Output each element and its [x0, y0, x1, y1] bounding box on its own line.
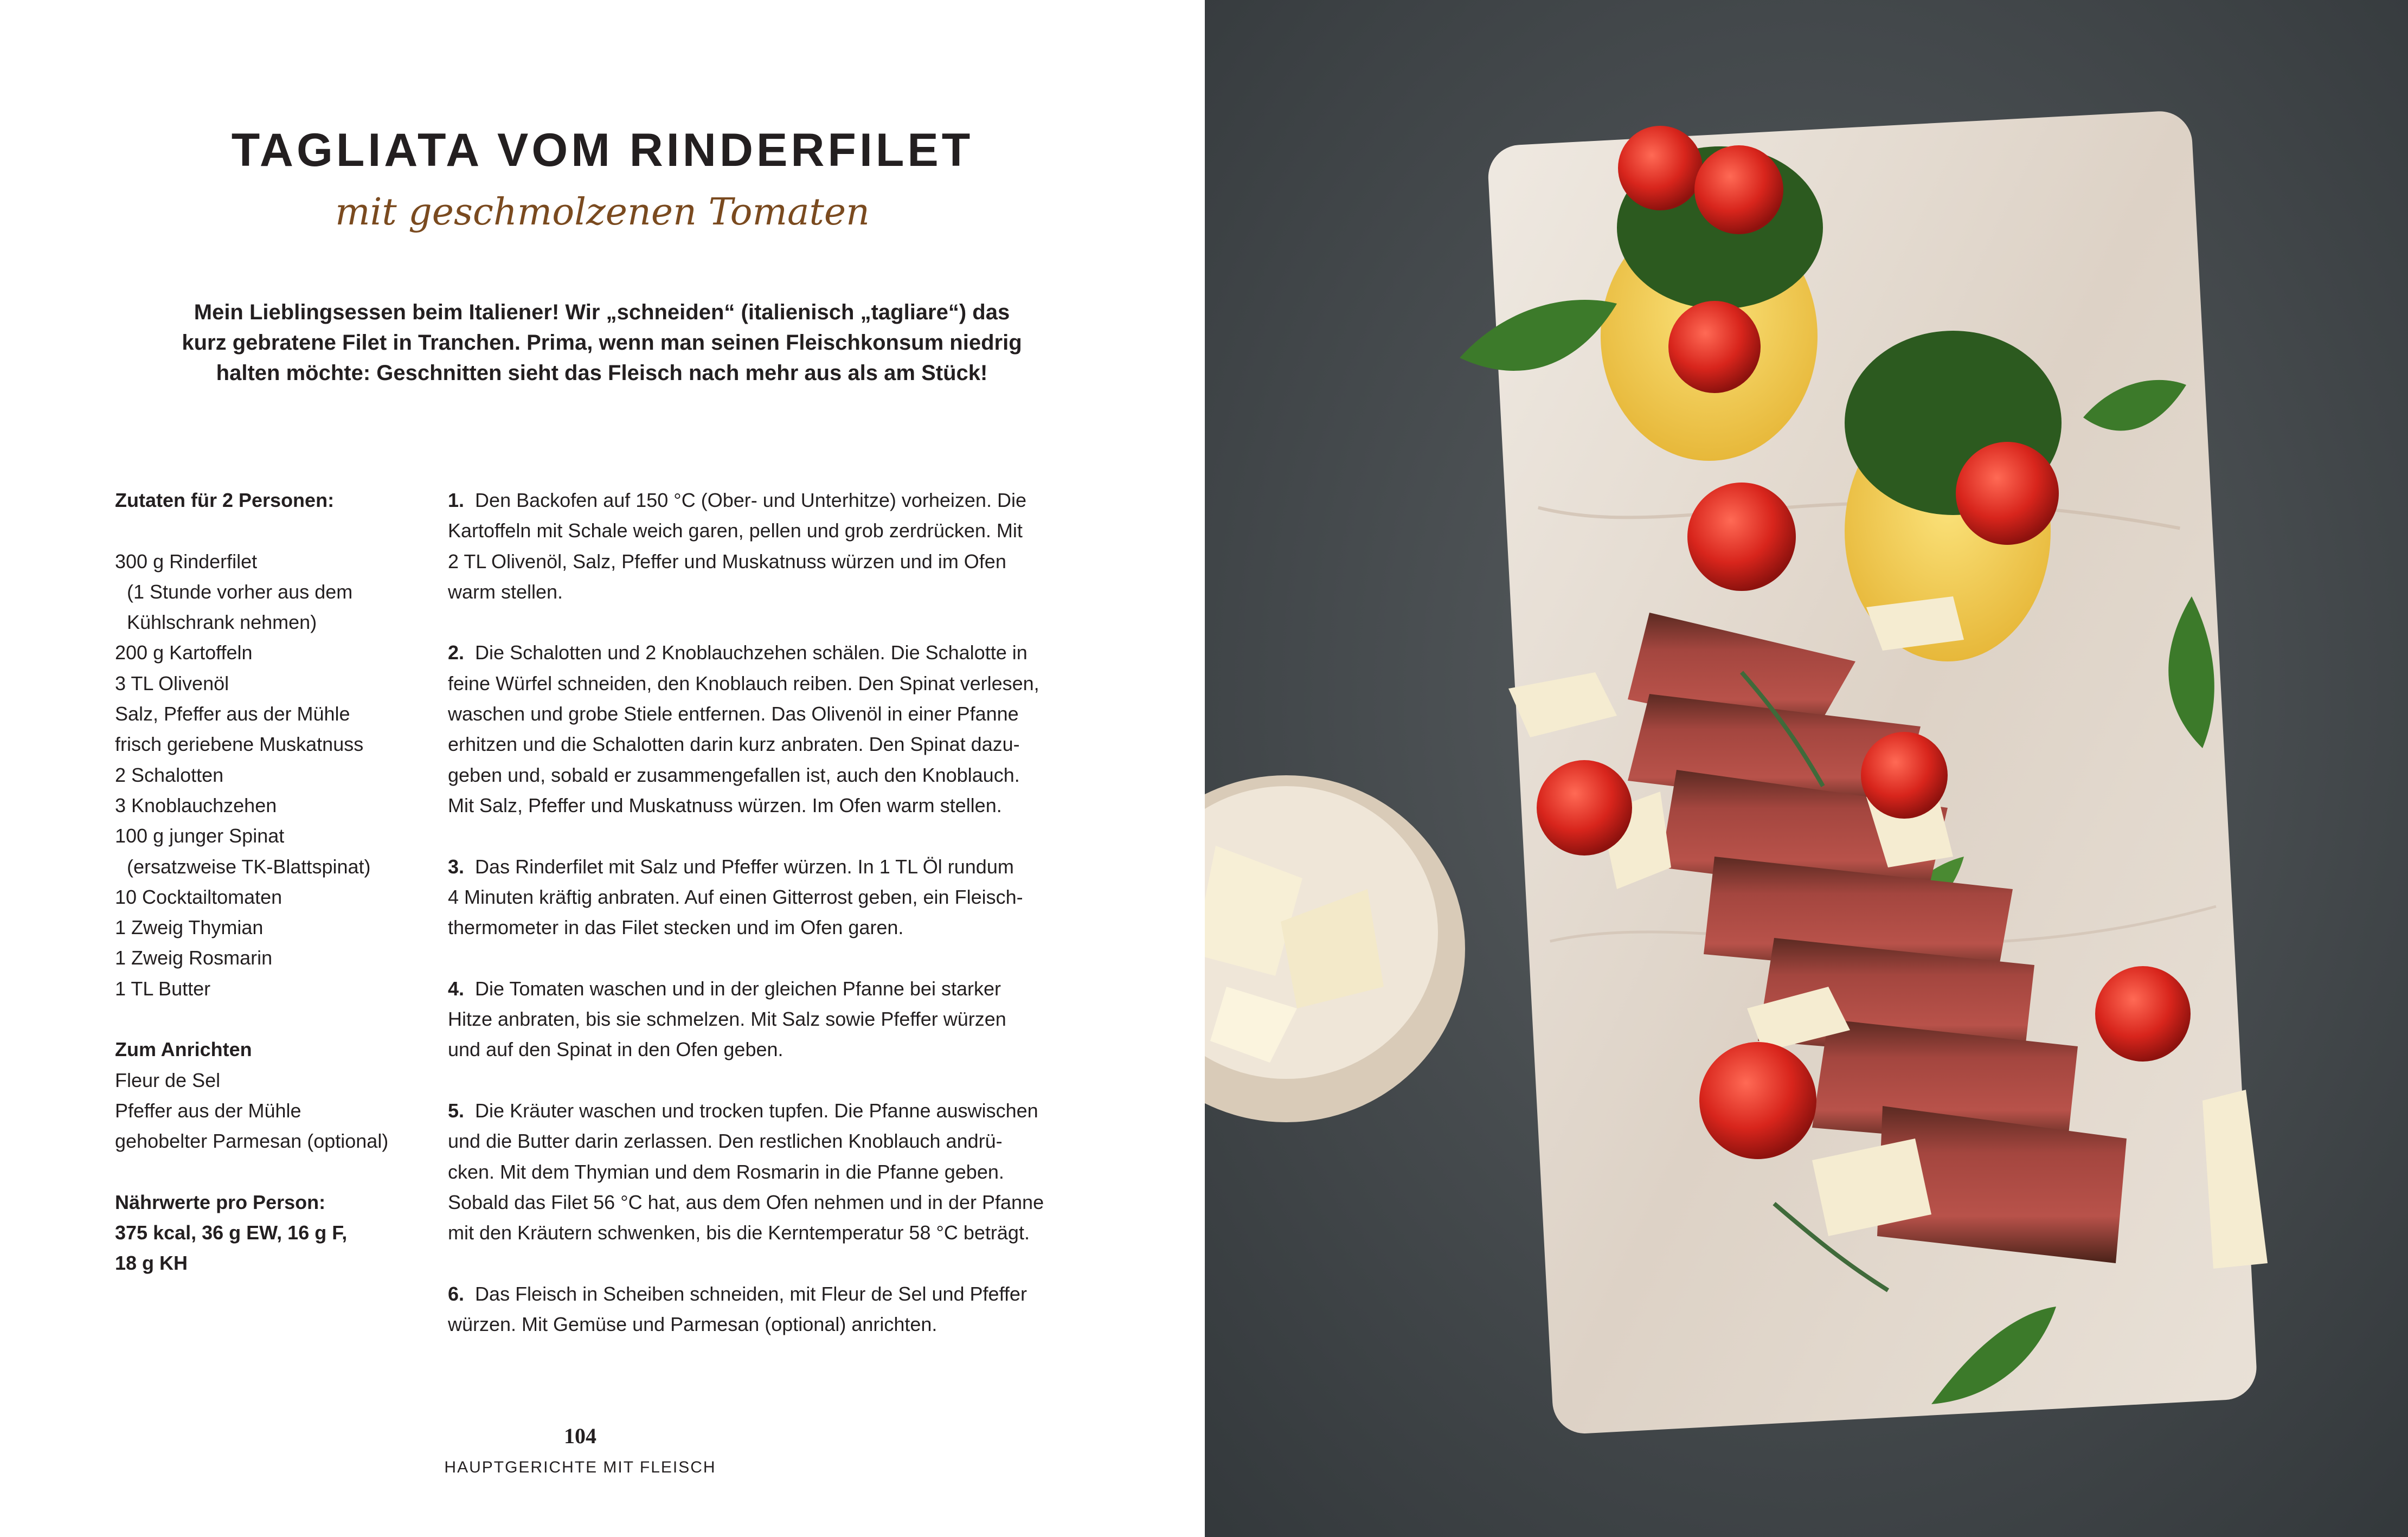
intro-line: halten möchte: Geschnitten sieht das Fleisch nach mehr aus als am Stück! — [216, 361, 988, 385]
step-2 — [448, 638, 1088, 821]
ingredient-item: 300 g Rinderfilet — [115, 550, 258, 573]
step-6 — [448, 1279, 1088, 1340]
intro-line: Mein Lieblingsessen beim Italiener! Wir „schneiden“ (italienisch „tagliare“) das — [194, 300, 1010, 324]
ingredient-item: 3 TL Olivenöl — [115, 672, 229, 694]
step-text: würzen. Mit Gemüse und Parmesan (optional) anrichten. — [448, 1313, 937, 1336]
ingredient-item: 200 g Kartoffeln — [115, 641, 253, 664]
step-4 — [448, 974, 1088, 1065]
step-number: 5. — [448, 1099, 465, 1122]
step-text: Die Tomaten waschen und in der gleichen Pfanne bei starker — [475, 977, 1001, 1000]
serving-item: Pfeffer aus der Mühle — [115, 1099, 301, 1122]
step-number: 1. — [448, 489, 465, 511]
step-text: und die Butter darin zerlassen. Den restlichen Knoblauch andrü- — [448, 1130, 1003, 1153]
step-number: 4. — [448, 977, 465, 1000]
ingredient-item: 1 Zweig Rosmarin — [115, 947, 273, 969]
step-text: mit den Kräutern schwenken, bis die Kerntemperatur 58 °C beträgt. — [448, 1221, 1030, 1244]
serving-item: Fleur de Sel — [115, 1069, 221, 1091]
step-text: feine Würfel schneiden, den Knoblauch reiben. Den Spinat verlesen, — [448, 672, 1039, 694]
step-text: und auf den Spinat in den Ofen geben. — [448, 1038, 784, 1061]
ingredient-item: 3 Knoblauchzehen — [115, 794, 277, 816]
step-text: 2 TL Olivenöl, Salz, Pfeffer und Muskatnuss würzen und im Ofen — [448, 550, 1006, 573]
recipe-intro — [163, 297, 1041, 388]
step-text: Mit Salz, Pfeffer und Muskatnuss würzen. Im Ofen warm stellen. — [448, 794, 1002, 816]
step-text: warm stellen. — [448, 580, 563, 603]
ingredient-item: 10 Cocktailtomaten — [115, 885, 282, 908]
ingredients-heading: Zutaten für 2 Personen: — [115, 489, 335, 511]
step-text: Das Rinderfilet mit Salz und Pfeffer würzen. In 1 TL Öl rundum — [475, 855, 1014, 878]
ingredient-item: Salz, Pfeffer aus der Mühle — [115, 703, 350, 725]
ingredient-item: 2 Schalotten — [115, 763, 224, 786]
step-text: geben und, sobald er zusammengefallen ist, auch den Knoblauch. — [448, 763, 1020, 786]
step-text: cken. Mit dem Thymian und dem Rosmarin in die Pfanne geben. — [448, 1160, 1004, 1183]
ingredient-item: 100 g junger Spinat — [115, 825, 285, 847]
step-text: thermometer in das Filet stecken und im Ofen garen. — [448, 916, 904, 939]
recipe-title: TAGLIATA VOM RINDERFILET — [231, 124, 974, 176]
serving-heading: Zum Anrichten — [115, 1038, 252, 1061]
nutrition-heading: Nährwerte pro Person: — [115, 1191, 326, 1213]
step-1 — [448, 485, 1088, 607]
section-label: HAUPTGERICHTE MIT FLEISCH — [444, 1458, 716, 1476]
serving-item: gehobelter Parmesan (optional) — [115, 1130, 389, 1153]
step-text: Kartoffeln mit Schale weich garen, pellen und grob zerdrücken. Mit — [448, 519, 1023, 542]
step-text: Die Kräuter waschen und trocken tupfen. Die Pfanne auswischen — [475, 1099, 1038, 1122]
step-text: Den Backofen auf 150 °C (Ober- und Unterhitze) vorheizen. Die — [475, 489, 1026, 511]
ingredient-item: 1 Zweig Thymian — [115, 916, 264, 939]
step-number: 2. — [448, 641, 465, 664]
step-text: Sobald das Filet 56 °C hat, aus dem Ofen nehmen und in der Pfanne — [448, 1191, 1044, 1213]
page-number: 104 — [564, 1424, 596, 1448]
recipe-subtitle: mit geschmolzenen Tomaten — [335, 191, 870, 234]
ingredient-note: Kühlschrank nehmen) — [127, 611, 317, 634]
preparation-steps — [448, 485, 1088, 1371]
step-text: Hitze anbraten, bis sie schmelzen. Mit Salz sowie Pfeffer würzen — [448, 1008, 1006, 1031]
step-text: erhitzen und die Schalotten darin kurz anbraten. Den Spinat dazu- — [448, 733, 1020, 756]
ingredients-list — [115, 485, 419, 1279]
ingredient-item: 1 TL Butter — [115, 977, 211, 1000]
step-text: Das Fleisch in Scheiben schneiden, mit Fleur de Sel und Pfeffer — [475, 1282, 1027, 1305]
step-3 — [448, 852, 1088, 943]
ingredient-note: (ersatzweise TK-Blattspinat) — [127, 855, 371, 878]
step-5 — [448, 1096, 1088, 1248]
step-text: waschen und grobe Stiele entfernen. Das Olivenöl in einer Pfanne — [448, 703, 1019, 725]
step-text: 4 Minuten kräftig anbraten. Auf einen Gitterrost geben, ein Fleisch- — [448, 885, 1023, 908]
dish-photo — [1205, 0, 2408, 1537]
intro-line: kurz gebratene Filet in Tranchen. Prima, wenn man seinen Fleischkonsum niedrig — [182, 331, 1022, 355]
step-number: 6. — [448, 1282, 465, 1305]
ingredient-note: (1 Stunde vorher aus dem — [127, 580, 353, 603]
nutrition-values: 375 kcal, 36 g EW, 16 g F, — [115, 1221, 348, 1244]
nutrition-values: 18 g KH — [115, 1252, 188, 1275]
ingredient-item: frisch geriebene Muskatnuss — [115, 733, 364, 756]
step-text: Die Schalotten und 2 Knoblauchzehen schälen. Die Schalotte in — [475, 641, 1028, 664]
step-number: 3. — [448, 855, 465, 878]
